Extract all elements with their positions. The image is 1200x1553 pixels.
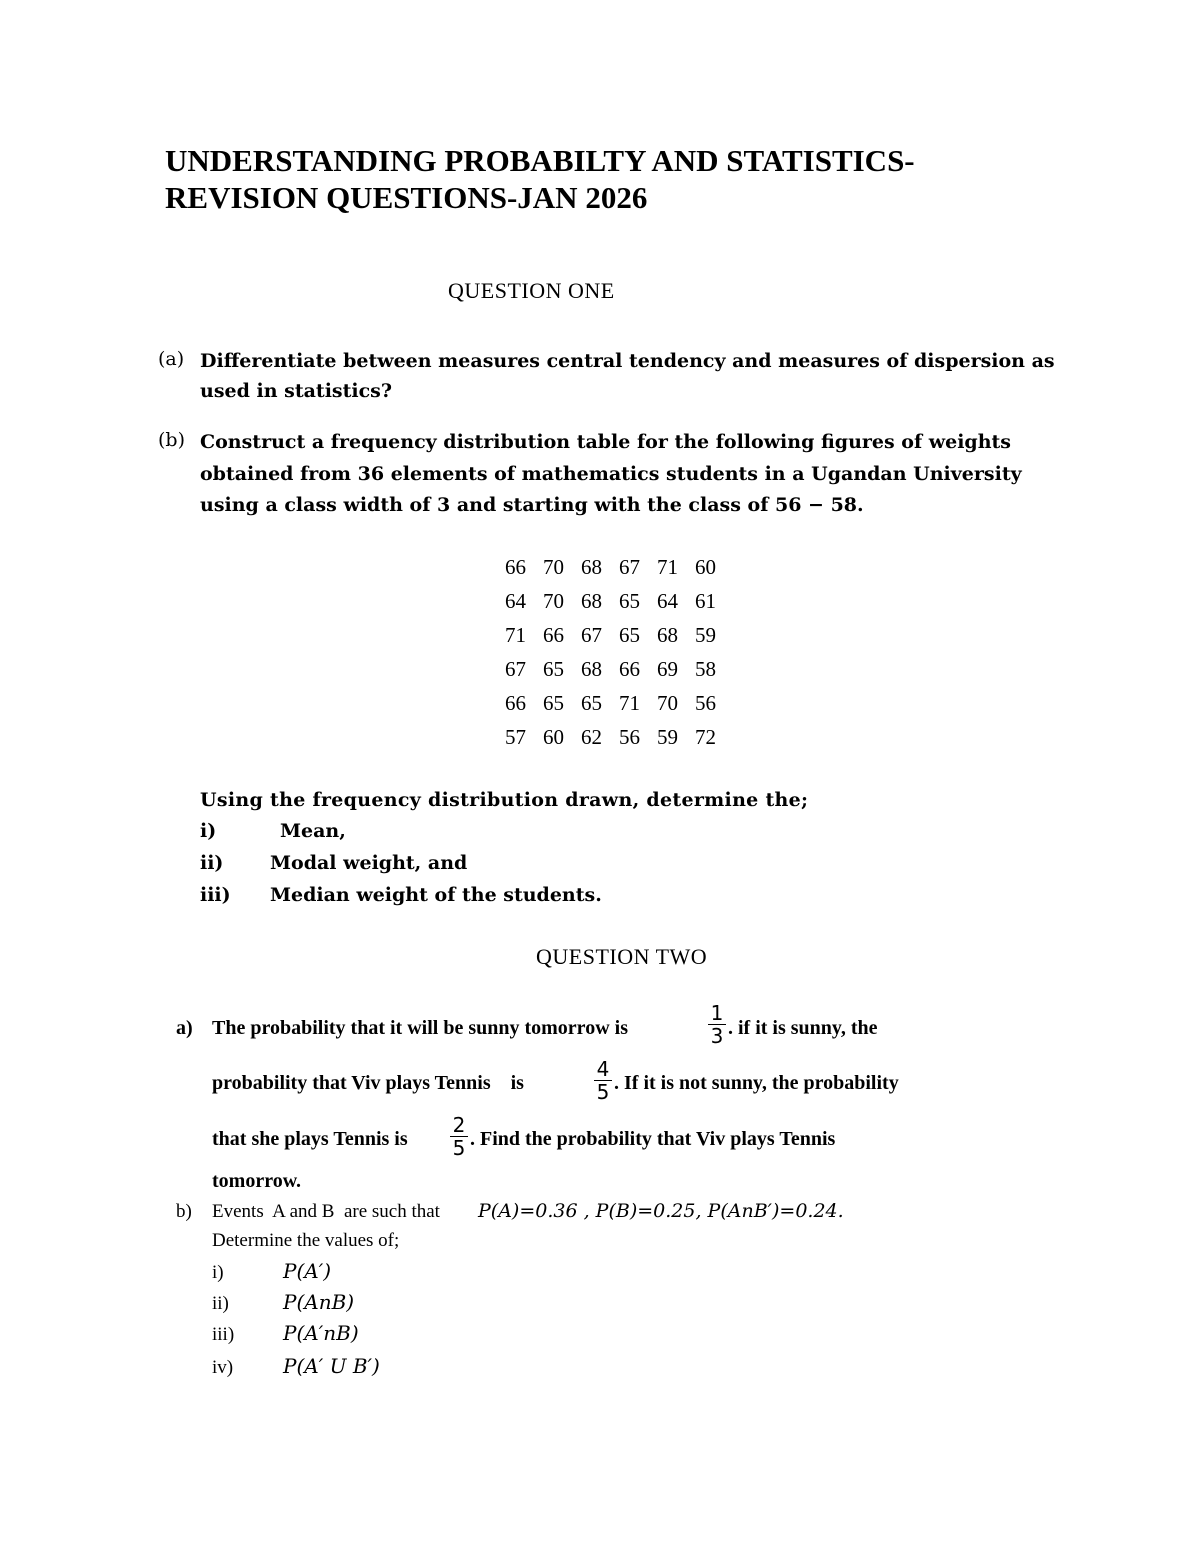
data-cell: 64 <box>505 589 526 613</box>
data-cell: 68 <box>657 623 678 647</box>
q2-sub-iii-label: iii) <box>212 1324 235 1345</box>
q2-b-label: b) <box>176 1201 192 1222</box>
data-cell: 60 <box>543 725 564 749</box>
data-cell: 66 <box>505 555 526 579</box>
data-cell: 59 <box>695 623 716 647</box>
data-cell: 65 <box>581 691 602 715</box>
q2-a-line1-post: . if it is sunny, the <box>728 1017 878 1039</box>
question-two-heading: QUESTION TWO <box>536 944 708 969</box>
data-cell: 67 <box>505 657 526 681</box>
data-cell: 56 <box>619 725 640 749</box>
data-cell: 59 <box>657 725 678 749</box>
data-cell: 66 <box>543 623 564 647</box>
q2-a-line2-post: . If it is not sunny, the probability <box>614 1072 899 1094</box>
q1-sub-ii-label: ii) <box>200 852 224 874</box>
data-cell: 67 <box>581 623 602 647</box>
fraction-denominator: 5 <box>596 1080 610 1104</box>
q2-a-line3-pre: that she plays Tennis is <box>212 1128 408 1150</box>
data-cell: 66 <box>505 691 526 715</box>
data-cell: 72 <box>695 725 716 749</box>
data-cell: 56 <box>695 691 716 715</box>
data-row <box>505 725 733 759</box>
data-cell: 65 <box>619 623 640 647</box>
data-cell: 66 <box>619 657 640 681</box>
q2-a-line2-pre: probability that Viv plays Tennis is <box>212 1072 524 1094</box>
q2-b-line1-math: P(A)=0.36 , P(B)=0.25, P(AnB′)=0.24. <box>478 1200 844 1222</box>
q2-b-line1-text: Events A and B are such that <box>212 1201 440 1222</box>
q2-b-line2: Determine the values of; <box>212 1230 400 1251</box>
data-row <box>505 589 733 623</box>
q1-a-label: (a) <box>158 348 185 370</box>
data-row <box>505 657 733 691</box>
fraction-denominator: 5 <box>452 1136 466 1160</box>
q1-a-line1: Differentiate between measures central tendency and measures of dispersion as <box>200 350 1055 372</box>
data-cell: 64 <box>657 589 678 613</box>
data-cell: 58 <box>695 657 716 681</box>
q2-a-line3-post: . Find the probability that Viv plays Tennis <box>470 1128 836 1150</box>
data-cell: 68 <box>581 589 602 613</box>
q1-sub-iii-label: iii) <box>200 884 231 906</box>
weights-data-grid <box>505 555 733 759</box>
q2-sub-ii-label: ii) <box>212 1293 229 1314</box>
data-row <box>505 555 733 589</box>
q2-a-line1-pre: The probability that it will be sunny tomorrow is <box>212 1017 628 1039</box>
data-cell: 65 <box>543 691 564 715</box>
q1-b-label: (b) <box>158 429 185 451</box>
data-cell: 68 <box>581 657 602 681</box>
data-cell: 57 <box>505 725 526 749</box>
fraction-four-fifths <box>592 1058 614 1103</box>
fraction-numerator: 1 <box>710 1001 724 1025</box>
q2-a-line4: tomorrow. <box>212 1170 302 1192</box>
data-row <box>505 691 733 725</box>
data-cell: 69 <box>657 657 678 681</box>
fraction-one-third <box>706 1002 728 1047</box>
q2-sub-iii-expr: P(A′nB) <box>283 1321 359 1345</box>
document-title: UNDERSTANDING PROBABILTY AND STATISTICS-REVISION QUESTIONS-JAN 2026 <box>165 143 915 215</box>
data-cell: 62 <box>581 725 602 749</box>
fraction-two-fifths <box>448 1114 470 1159</box>
data-cell: 60 <box>695 555 716 579</box>
q1-b-line2: obtained from 36 elements of mathematics students in a Ugandan University <box>200 463 1022 485</box>
data-cell: 70 <box>657 691 678 715</box>
data-cell: 70 <box>543 589 564 613</box>
data-cell: 65 <box>619 589 640 613</box>
fraction-numerator: 4 <box>596 1057 610 1081</box>
q2-sub-iv-label: iv) <box>212 1357 234 1378</box>
q2-sub-iv-expr: P(A′ U B′) <box>283 1354 380 1378</box>
q1-sub-i-text: Mean, <box>280 820 346 842</box>
q1-using-line: Using the frequency distribution drawn, determine the; <box>200 789 809 811</box>
q1-sub-iii-text: Median weight of the students. <box>270 884 602 906</box>
q2-sub-i-label: i) <box>212 1262 224 1283</box>
data-cell: 65 <box>543 657 564 681</box>
data-cell: 70 <box>543 555 564 579</box>
question-one-heading: QUESTION ONE <box>448 278 615 303</box>
fraction-denominator: 3 <box>710 1024 724 1048</box>
data-cell: 68 <box>581 555 602 579</box>
q2-a-label: a) <box>176 1017 193 1039</box>
q1-a-line2: used in statistics? <box>200 380 393 402</box>
data-row <box>505 623 733 657</box>
data-cell: 71 <box>657 555 678 579</box>
fraction-numerator: 2 <box>452 1113 466 1137</box>
data-cell: 71 <box>505 623 526 647</box>
q2-sub-i-expr: P(A′) <box>283 1259 332 1283</box>
q1-b-line3: using a class width of 3 and starting with the class of 56 − 58. <box>200 494 864 516</box>
data-cell: 71 <box>619 691 640 715</box>
q1-sub-ii-text: Modal weight, and <box>270 852 468 874</box>
q1-sub-i-label: i) <box>200 820 217 842</box>
q2-sub-ii-expr: P(AnB) <box>283 1290 355 1314</box>
data-cell: 61 <box>695 589 716 613</box>
data-cell: 67 <box>619 555 640 579</box>
q1-b-line1: Construct a frequency distribution table for the following figures of weights <box>200 431 1012 453</box>
